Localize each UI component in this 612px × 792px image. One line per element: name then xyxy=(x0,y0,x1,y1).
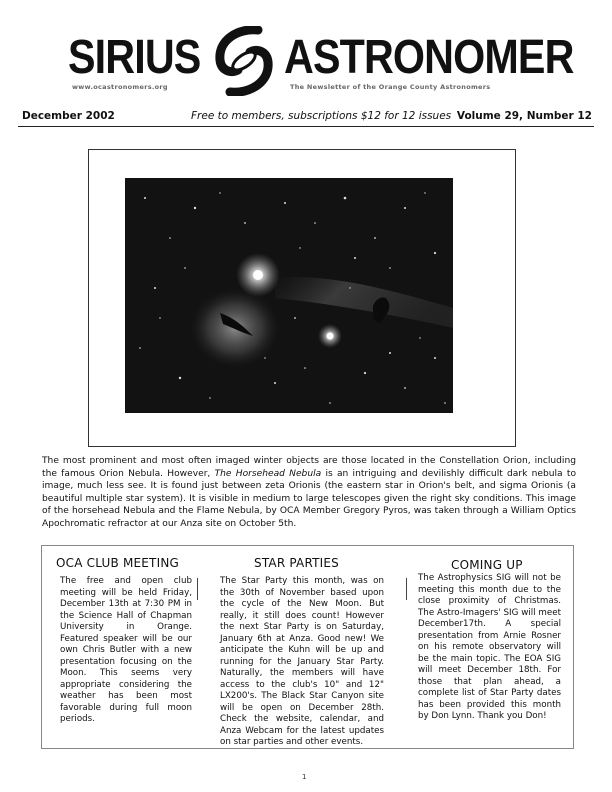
caption-text-1: The most prominent and most often imaged winter objects are those located in the Constellation Orion, including the famous Orion Nebula. However, xyxy=(42,456,576,479)
photo-caption xyxy=(42,455,576,530)
subscription-note: Free to members, subscriptions $12 for 12 issues xyxy=(191,110,452,122)
horsehead-nebula-photo xyxy=(125,178,453,413)
masthead-tagline: The Newsletter of the Orange County Astronomers xyxy=(290,83,491,91)
caption-italic: The Horsehead Nebula xyxy=(214,468,322,479)
column-title-coming-up: COMING UP xyxy=(451,558,523,572)
sirius-logo-icon xyxy=(208,26,280,96)
issue-date: December 2002 xyxy=(22,110,115,122)
issue-volume: Volume 29, Number 12 xyxy=(456,110,592,122)
masthead-title-left: SIRIUS xyxy=(68,31,201,84)
column-text-coming-up: The Astrophysics SIG will not be meeting this month due to the close proximity of Christmas. The Astro-Imagers' SIG will meet December17th. A special presentation from Arnie Rosner on his remote observatory will be the main topic. The EOA SIG will meet December 18th. For those that plan ahead, a complete list of Star Party dates has been provided this month by Don Lynn. Thank you Don! xyxy=(418,573,561,721)
masthead-title-right: ASTRONOMER xyxy=(284,31,574,84)
page-number: 1 xyxy=(302,773,307,781)
column-text-club-meeting: The free and open club meeting will be held Friday, December 13th at 7:30 PM in the Science Hall of Chapman University in Orange. Featured speaker will be our own Chris Butler with a new presentation focusing on the Moon. This seems very appropriate considering the weather has been most favorable during full moon periods. xyxy=(60,576,192,724)
news-box xyxy=(41,545,574,749)
column-divider xyxy=(406,578,407,600)
column-divider xyxy=(197,578,198,600)
column-title-club-meeting: OCA CLUB MEETING xyxy=(56,556,180,570)
masthead-url: www.ocastronomers.org xyxy=(72,83,168,91)
caption-text-2: is an intriguing and devilishly difficult dark nebula to image, much less see. It is found just between zeta Orionis (the eastern star in Orion's belt, and sigma Orionis (a beautiful multiple star system). It is visible in medium to large telescopes given the right sky conditions. This image of the horsehead Nebula and the Flame Nebula, by OCA Member Gregory Pyros, was taken through a William Optics Apochromatic refractor at our Anza site on October 5th. xyxy=(42,468,577,529)
issue-line xyxy=(18,110,594,127)
column-text-star-parties: The Star Party this month, was on the 30th of November based upon the cycle of the New Moon. But really, it still does count! However the next Star Party is on Saturday, January 6th at Anza. Good new! We anticipate the Kuhn will be up and running for the January Star Party. Naturally, the members will have access to the club's 10" and 12" LX200's. The Black Star Canyon site will be open on December 28th. Check the website, calendar, and Anza Webcam for the latest updates on star parties and other events. xyxy=(220,576,384,747)
column-title-star-parties: STAR PARTIES xyxy=(254,556,339,570)
photo-frame xyxy=(88,149,516,447)
